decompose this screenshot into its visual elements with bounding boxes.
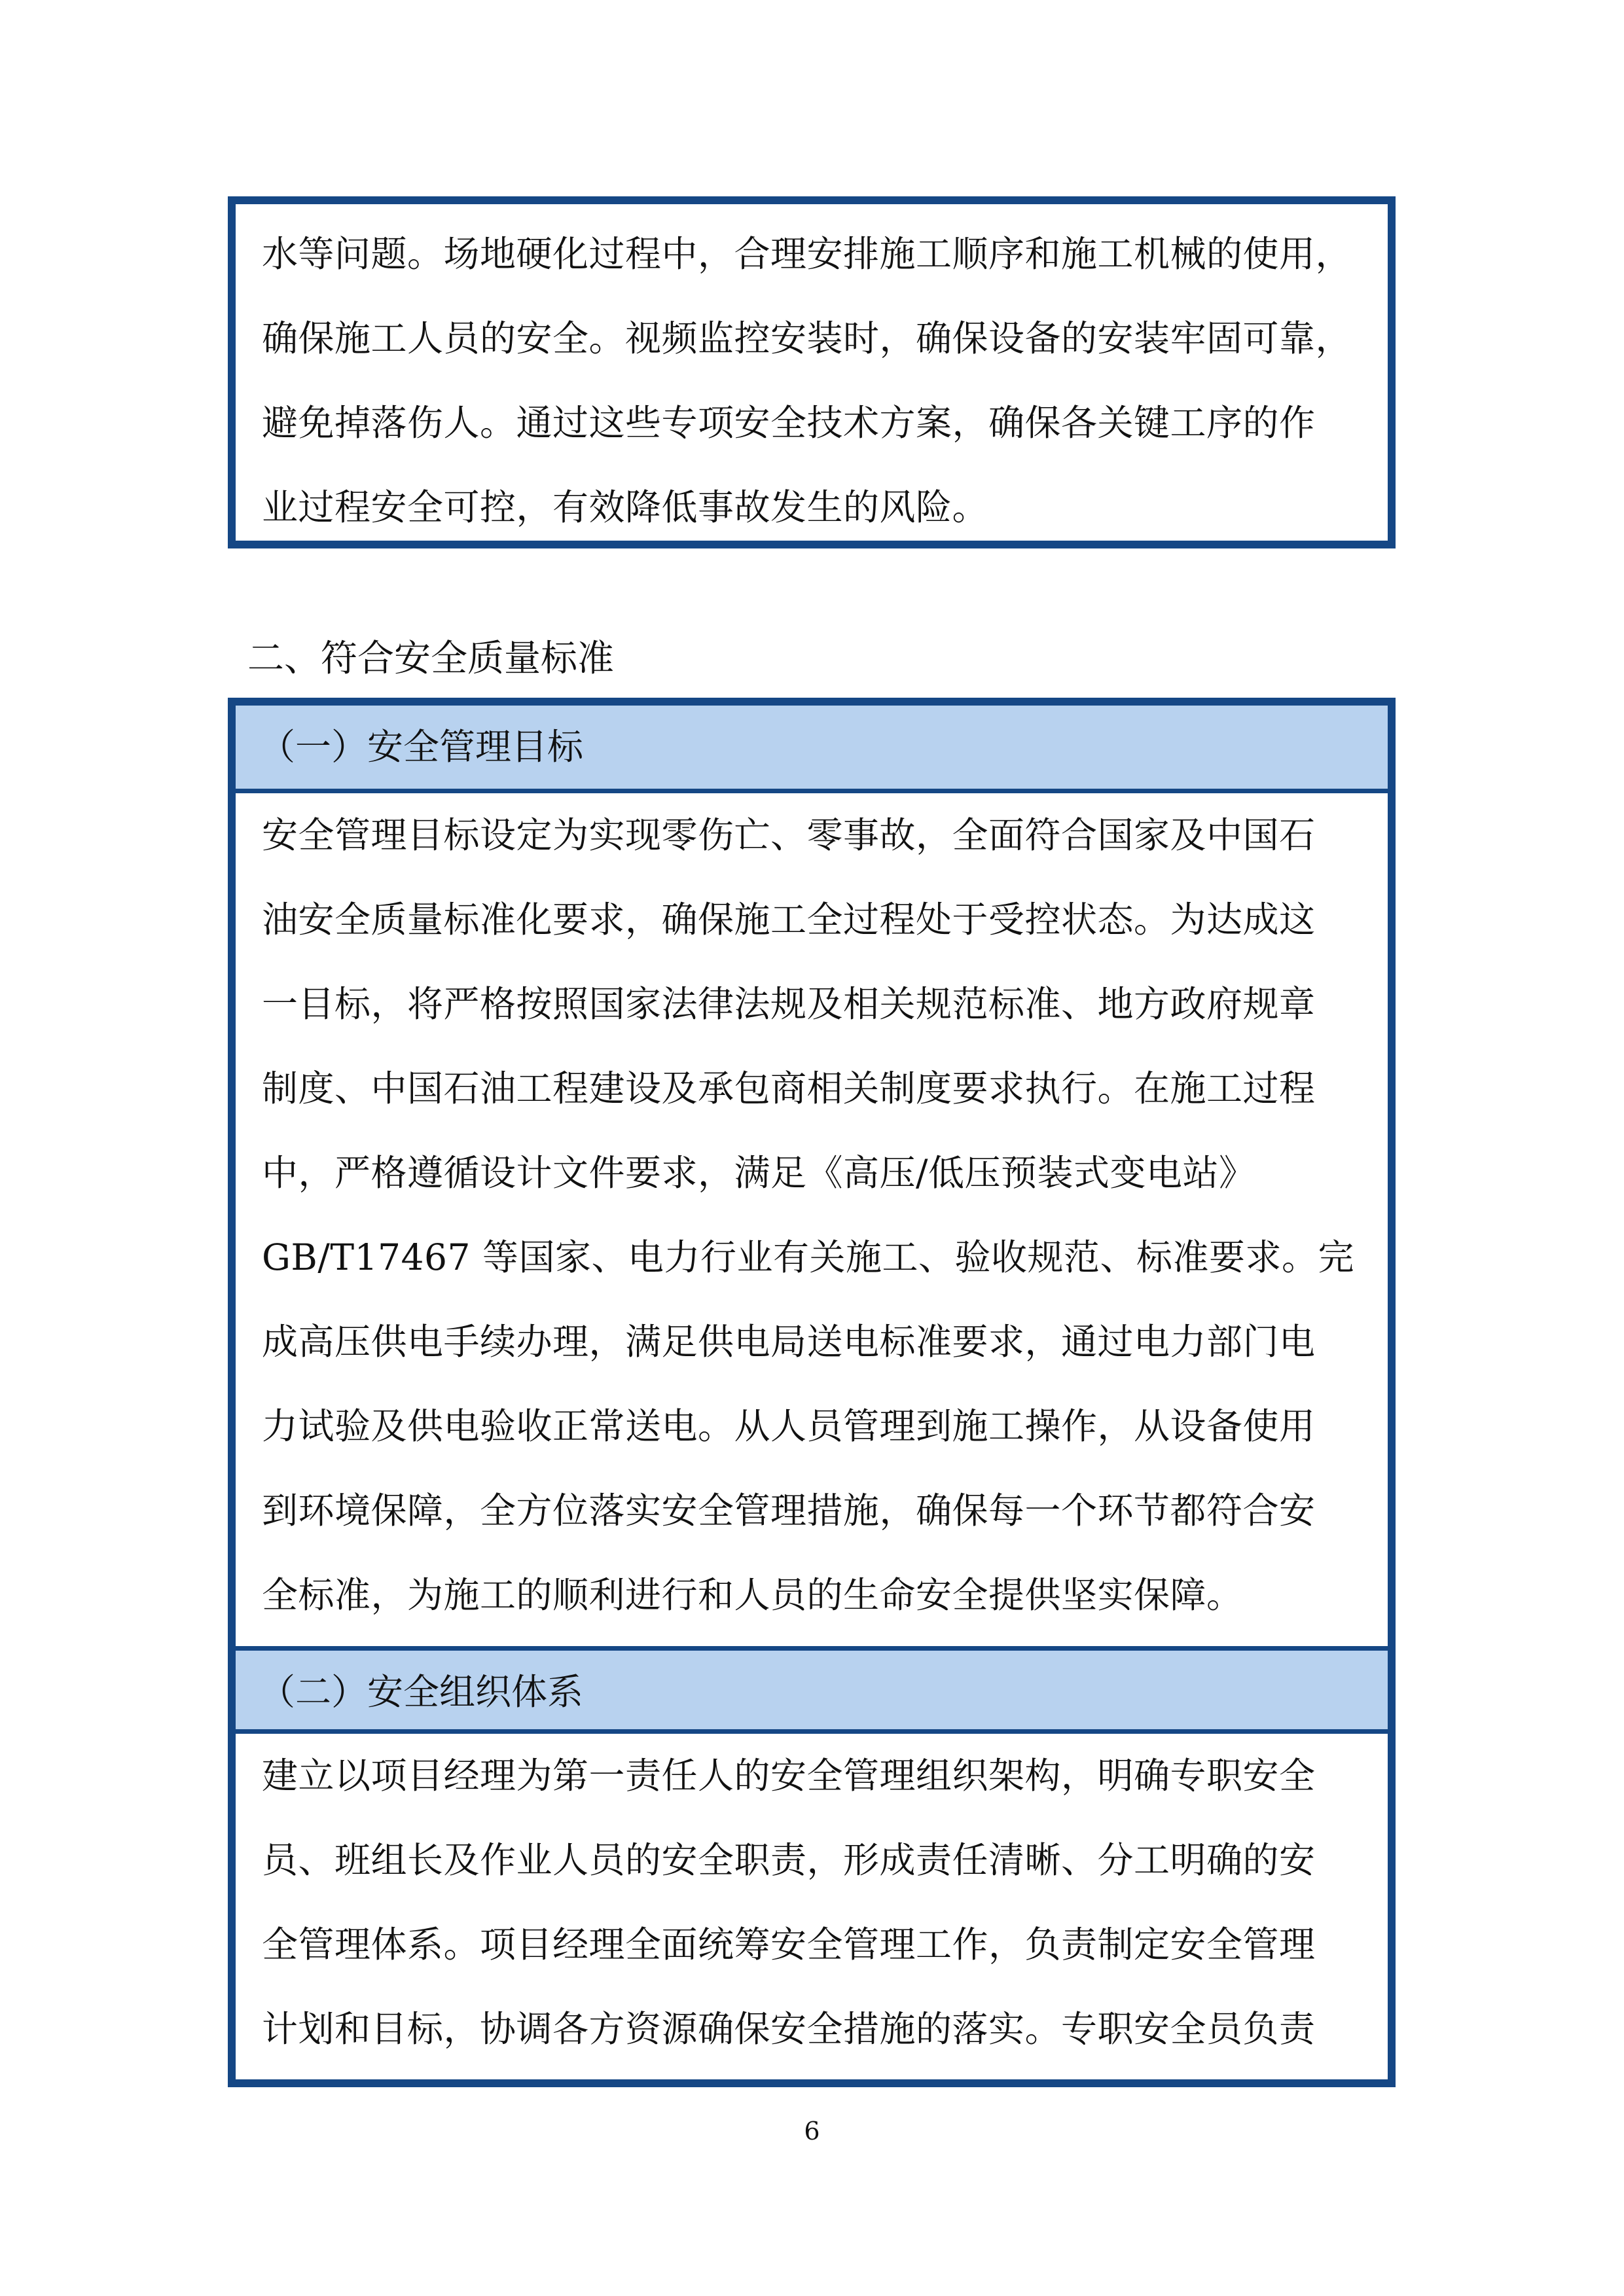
subsection-body-safety-goal (236, 793, 1388, 1646)
text-line: 水等问题。场地硬化过程中，合理安排施工顺序和施工机械的使用， (262, 233, 1352, 275)
text-line: 确保施工人员的安全。视频监控安装时，确保设备的安装牢固可靠， (262, 317, 1352, 359)
text-line: 安全管理目标设定为实现零伤亡、零事故，全面符合国家及中国石 (262, 814, 1316, 856)
text-line: 计划和目标，协调各方资源确保安全措施的落实。专职安全员负责 (262, 2008, 1316, 2050)
continued-text-box (228, 196, 1396, 548)
continued-paragraph (236, 204, 1388, 550)
text-line: 建立以项目经理为第一责任人的安全管理组织架构，明确专职安全 (262, 1755, 1316, 1797)
text-line: 全标准，为施工的顺利进行和人员的生命安全提供坚实保障。 (262, 1574, 1243, 1616)
text-line: 力试验及供电验收正常送电。从人员管理到施工操作，从设备使用 (262, 1405, 1316, 1447)
text-line: 到环境保障，全方位落实安全管理措施，确保每一个环节都符合安 (262, 1490, 1316, 1532)
subsection-heading-safety-goal: （一）安全管理目标 (236, 706, 1388, 793)
text-line: 避免掉落伤人。通过这些专项安全技术方案，确保各关键工序的作 (262, 402, 1316, 444)
text-line: 全管理体系。项目经理全面统筹安全管理工作，负责制定安全管理 (262, 1924, 1316, 1965)
text-line: 一目标，将严格按照国家法律法规及相关规范标准、地方政府规章 (262, 983, 1316, 1025)
standards-table (228, 698, 1396, 2087)
subsection-body-safety-organization (236, 1734, 1388, 2072)
text-line: 员、班组长及作业人员的安全职责，形成责任清晰、分工明确的安 (262, 1839, 1316, 1881)
text-line: 中，严格遵循设计文件要求，满足《高压/低压预装式变电站》 (262, 1152, 1255, 1194)
text-line: 油安全质量标准化要求，确保施工全过程处于受控状态。为达成这 (262, 899, 1316, 941)
text-line: 制度、中国石油工程建设及承包商相关制度要求执行。在施工过程 (262, 1067, 1316, 1109)
page-number: 6 (804, 2117, 820, 2145)
text-line: 成高压供电手续办理，满足供电局送电标准要求，通过电力部门电 (262, 1321, 1316, 1363)
section-title: 二、符合安全质量标准 (247, 637, 614, 680)
text-line: GB/T17467 等国家、电力行业有关施工、验收规范、标准要求。完 (262, 1236, 1355, 1278)
text-line: 业过程安全可控，有效降低事故发生的风险。 (262, 486, 989, 528)
subsection-heading-safety-organization: （二）安全组织体系 (236, 1646, 1388, 1734)
